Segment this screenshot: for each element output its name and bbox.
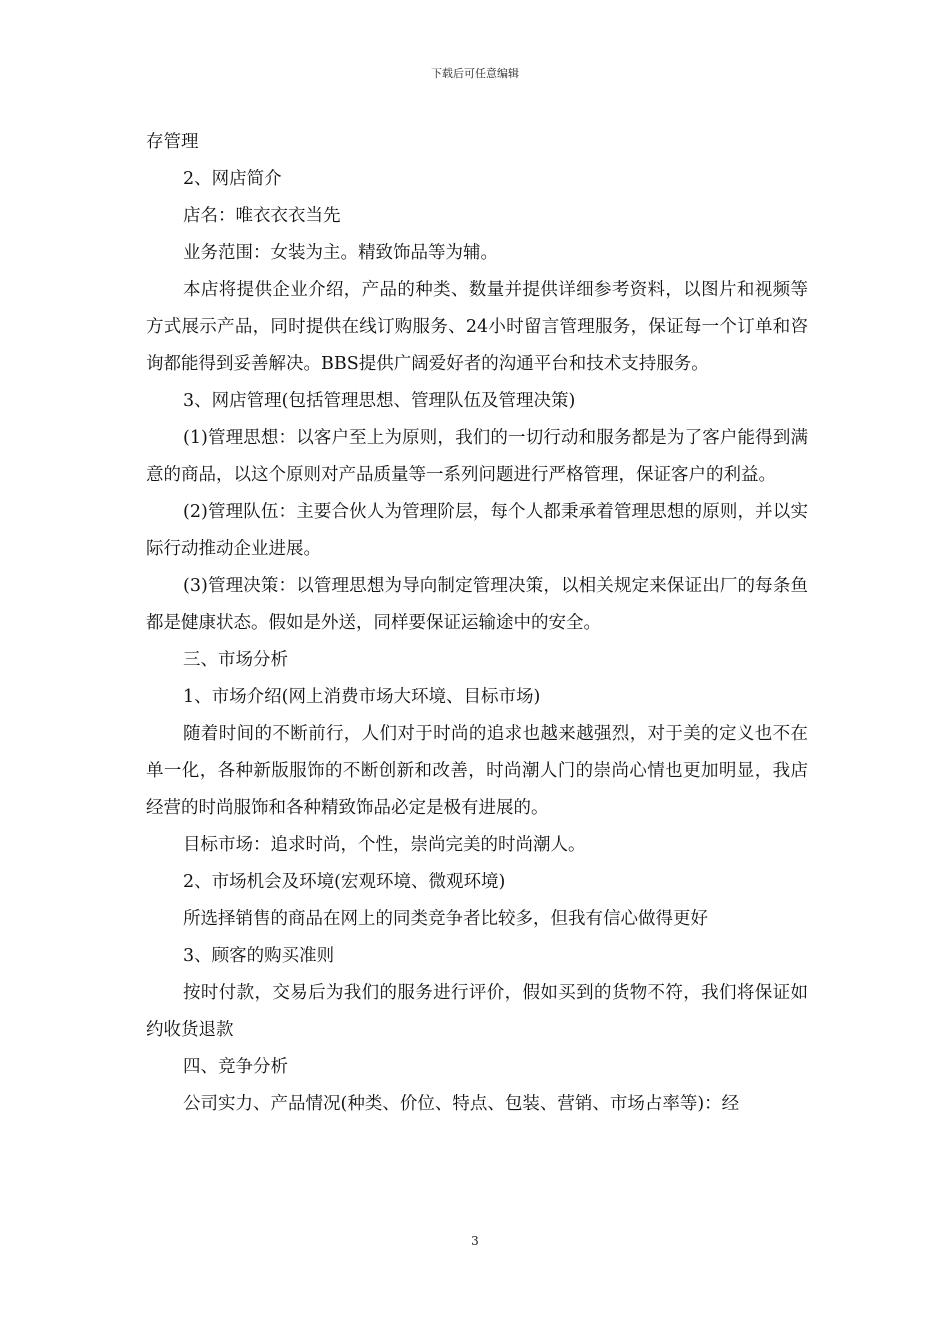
page-header: 下载后可任意编辑 — [431, 67, 519, 80]
paragraph: 随着时间的不断前行，人们对于时尚的追求也越来越强烈，对于美的定义也不在单一化，各种新版服饰的不断创新和改善，时尚潮人门的崇尚心情也更加明显，我店经营的时尚服饰和各种精致饰品必定是极有进展的。 — [146, 724, 808, 818]
section-heading: 3、顾客的购买准则 — [183, 946, 335, 966]
section-heading: 四、竞争分析 — [183, 1057, 288, 1077]
paragraph: 本店将提供企业介绍，产品的种类、数量并提供详细参考资料，以图片和视频等方式展示产品，同时提供在线订购服务、24小时留言管理服务，保证每一个订单和咨询都能得到妥善解决。BBS提供广阔爱好者的沟通平台和技术支持服务。 — [146, 280, 808, 374]
paragraph: 存管理 — [146, 132, 199, 152]
section-heading: 3、网店管理(包括管理思想、管理队伍及管理决策) — [183, 391, 576, 411]
document-body — [146, 124, 808, 1123]
paragraph: 店名：唯衣衣衣当先 — [183, 206, 341, 226]
paragraph: (1)管理思想：以客户至上为原则，我们的一切行动和服务都是为了客户能得到满意的商品，以这个原则对产品质量等一系列问题进行严格管理，保证客户的利益。 — [146, 428, 808, 485]
section-heading: 1、市场介绍(网上消费市场大环境、目标市场) — [183, 687, 541, 707]
paragraph: (2)管理队伍：主要合伙人为管理阶层，每个人都秉承着管理思想的原则，并以实际行动推动企业进展。 — [146, 502, 808, 559]
paragraph: 按时付款，交易后为我们的服务进行评价，假如买到的货物不符，我们将保证如约收货退款 — [146, 983, 808, 1040]
section-heading: 三、市场分析 — [183, 650, 288, 670]
section-heading: 2、网店简介 — [183, 169, 282, 189]
paragraph: 公司实力、产品情况(种类、价位、特点、包装、营销、市场占率等)：经 — [183, 1094, 740, 1114]
section-heading: 2、市场机会及环境(宏观环境、微观环境) — [183, 872, 506, 892]
page-number: 3 — [471, 1234, 479, 1248]
paragraph: (3)管理决策：以管理思想为导向制定管理决策，以相关规定来保证出厂的每条鱼都是健康状态。假如是外送，同样要保证运输途中的安全。 — [146, 576, 808, 633]
paragraph: 业务范围：女装为主。精致饰品等为辅。 — [183, 243, 498, 263]
paragraph: 目标市场：追求时尚，个性，崇尚完美的时尚潮人。 — [183, 835, 586, 855]
paragraph: 所选择销售的商品在网上的同类竞争者比较多，但我有信心做得更好 — [183, 909, 708, 929]
